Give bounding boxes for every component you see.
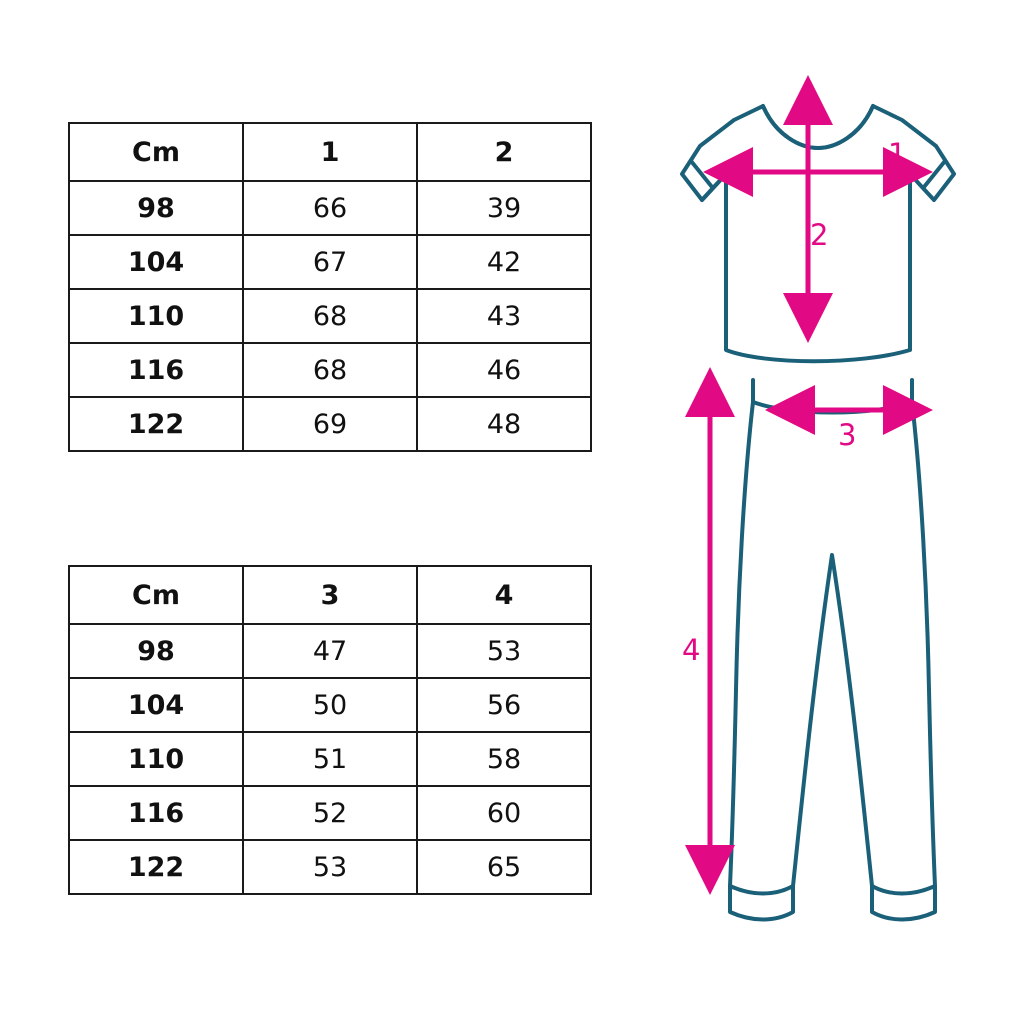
column-header-measure-3: 3 [243,566,417,624]
table-row [69,289,591,343]
cell-value: 56 [417,678,591,732]
table-row [69,678,591,732]
cell-value: 60 [417,786,591,840]
cell-value: 52 [243,786,417,840]
table-row [69,786,591,840]
column-header-measure-2: 2 [417,123,591,181]
row-size-label: 110 [69,732,243,786]
cell-value: 39 [417,181,591,235]
cell-value: 51 [243,732,417,786]
table-row [69,235,591,289]
table-row [69,732,591,786]
row-size-label: 110 [69,289,243,343]
garment-measurement-diagram [660,50,1010,950]
row-size-label: 122 [69,397,243,451]
column-header-measure-4: 4 [417,566,591,624]
measure-label-3: 3 [838,418,857,452]
table-header-row [69,123,591,181]
table-row [69,181,591,235]
cell-value: 46 [417,343,591,397]
cell-value: 53 [243,840,417,894]
row-size-label: 104 [69,678,243,732]
column-header-measure-1: 1 [243,123,417,181]
pants-outline [730,380,935,920]
cell-value: 58 [417,732,591,786]
cell-value: 53 [417,624,591,678]
cell-value: 48 [417,397,591,451]
measure-label-4: 4 [682,633,701,667]
lower-body-size-table [68,565,592,895]
row-size-label: 104 [69,235,243,289]
cell-value: 50 [243,678,417,732]
row-size-label: 116 [69,343,243,397]
row-size-label: 116 [69,786,243,840]
cell-value: 65 [417,840,591,894]
cell-value: 68 [243,343,417,397]
cell-value: 69 [243,397,417,451]
cell-value: 47 [243,624,417,678]
row-size-label: 98 [69,181,243,235]
table-row [69,840,591,894]
measure-label-1: 1 [888,137,907,171]
upper-body-size-table [68,122,592,452]
cell-value: 67 [243,235,417,289]
table-row [69,343,591,397]
column-header-unit: Cm [69,123,243,181]
table-row [69,397,591,451]
column-header-unit: Cm [69,566,243,624]
cell-value: 43 [417,289,591,343]
cell-value: 66 [243,181,417,235]
table-row [69,624,591,678]
cell-value: 68 [243,289,417,343]
row-size-label: 122 [69,840,243,894]
measure-label-2: 2 [810,218,829,252]
cell-value: 42 [417,235,591,289]
table-header-row [69,566,591,624]
row-size-label: 98 [69,624,243,678]
